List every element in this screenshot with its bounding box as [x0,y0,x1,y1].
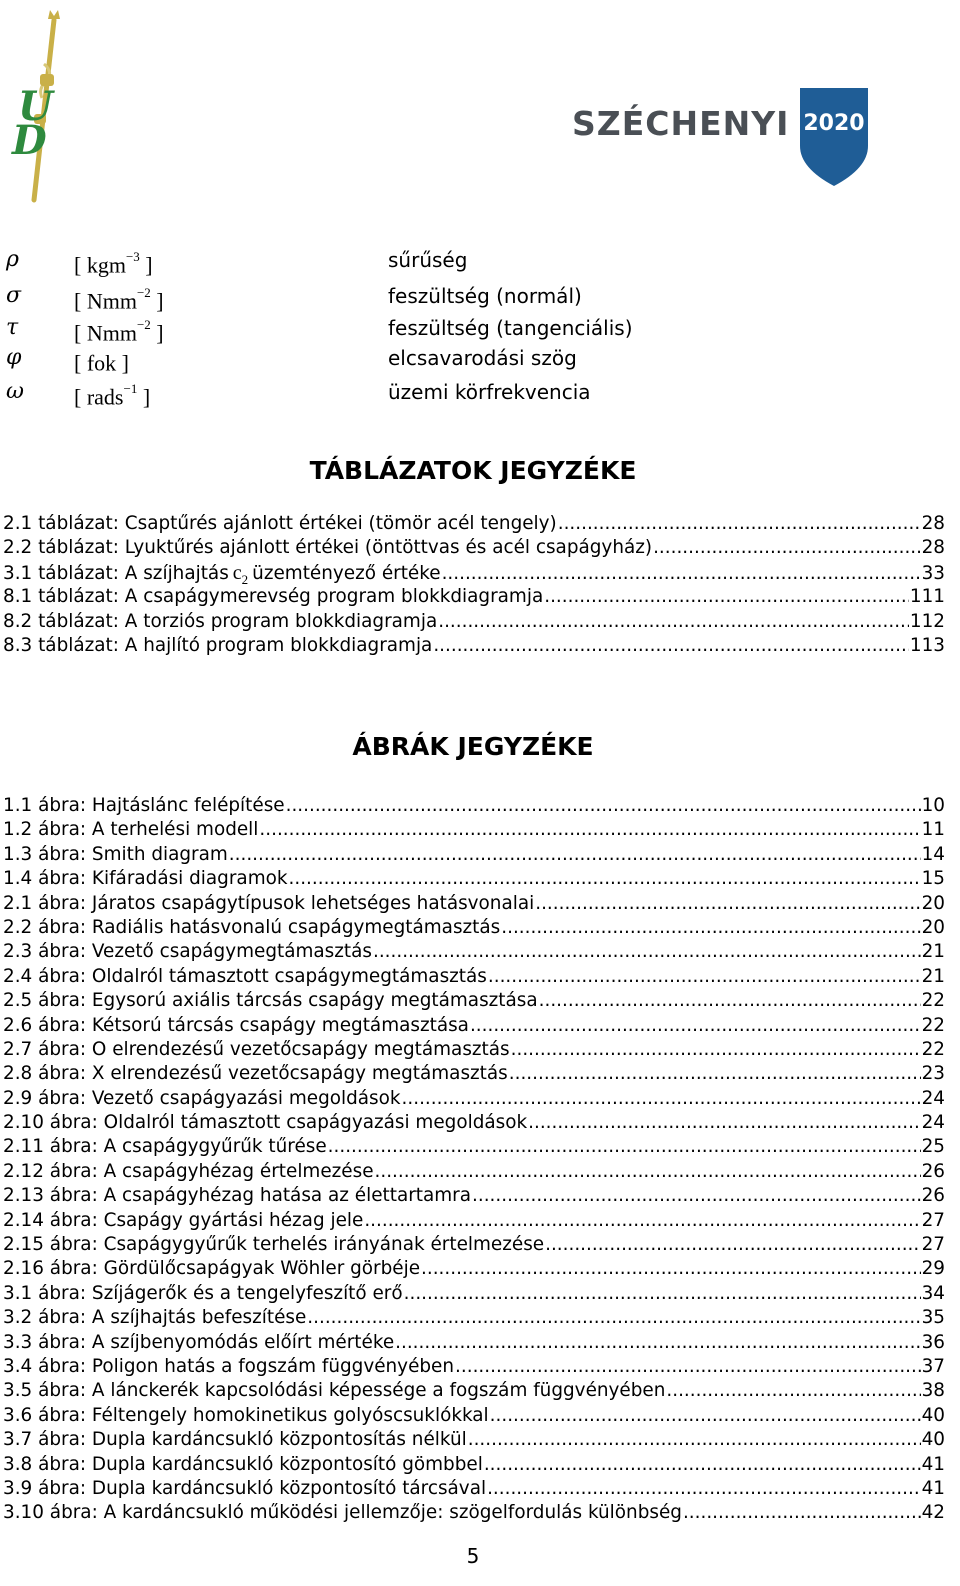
symbol-glyph: ρ [6,247,19,272]
toc-entry[interactable] [3,1062,945,1086]
toc-entry[interactable] [3,1233,945,1257]
toc-dot-leader [307,1306,920,1330]
toc-page-number: 20 [921,916,945,938]
toc-dot-leader [438,610,909,634]
symbol-description: üzemi körfrekvencia [388,380,591,404]
toc-entry-title: 2.9 ábra: Vezető csapágyazási megoldások [3,1087,401,1109]
toc-entry-title: 2.16 ábra: Gördülőcsapágyak Wöhler görbéje [3,1258,421,1280]
toc-page-number: 15 [921,868,945,890]
symbol-unit: [ Nmm$^{-2}$ ] [74,285,164,314]
toc-entry-title: 2.11 ábra: A csapágygyűrűk tűrése [3,1136,327,1158]
toc-page-number: 22 [921,990,945,1012]
toc-page-number: 37 [921,1355,945,1377]
toc-entry[interactable] [3,1404,945,1428]
toc-entry[interactable] [3,1160,945,1184]
toc-entry-title: 3.2 ábra: A szíjhajtás befeszítése [3,1307,307,1329]
toc-entry[interactable] [3,867,945,891]
symbol-glyph: σ [6,283,22,308]
toc-entry-title: 2.3 ábra: Vezető csapágymegtámasztás [3,941,372,963]
toc-entry[interactable] [3,892,945,916]
toc-entry[interactable] [3,916,945,940]
toc-entry[interactable] [3,512,945,536]
toc-entry[interactable] [3,843,945,867]
toc-dot-leader [364,1209,920,1233]
toc-dot-leader [404,1282,921,1306]
toc-dot-leader [395,1331,920,1355]
toc-entry-title: 1.3 ábra: Smith diagram [3,843,228,865]
toc-entry[interactable] [3,1355,945,1379]
symbol-unit: [ rads$^{-1}$ ] [74,381,151,410]
toc-entry-title: 3.10 ábra: A kardáncsukló működési jellemzője: szögelfordulás különbség [3,1502,682,1524]
toc-entry[interactable] [3,610,945,634]
toc-entry-title: 3.7 ábra: Dupla kardáncsukló központosítás nélkül [3,1429,467,1451]
toc-entry-title: 8.2 táblázat: A torziós program blokkdiagramja [3,610,438,632]
toc-entry-title: 2.6 ábra: Kétsorú tárcsás csapágy megtámasztása [3,1014,469,1036]
symbol-row [0,378,960,410]
toc-entry[interactable] [3,1331,945,1355]
szechenyi-logo-text: SZÉCHENYI [572,104,790,143]
toc-dot-leader [487,1477,921,1501]
toc-page-number: 34 [921,1282,945,1304]
toc-page-number: 113 [909,634,945,656]
symbol-row [0,246,960,278]
tables-heading: TÁBLÁZATOK JEGYZÉKE [309,456,637,485]
toc-entry-title: 8.3 táblázat: A hajlító program blokkdiagramja [3,634,433,656]
toc-dot-leader [375,1160,921,1184]
toc-page-number: 10 [921,795,945,816]
toc-entry-title: 2.1 táblázat: Csaptűrés ajánlott értékei (tömör acél tengely) [3,513,557,534]
toc-entry-title: 2.4 ábra: Oldalról támasztott csapágymegtámasztás [3,965,487,987]
szechenyi-badge-icon [796,84,872,188]
toc-dot-leader [328,1135,921,1159]
toc-entry[interactable] [3,989,945,1013]
toc-entry-title: 3.4 ábra: Poligon hatás a fogszám függvényében [3,1355,455,1377]
toc-entry-title: 3.1 ábra: Szíjágerők és a tengelyfeszítő erő [3,1282,403,1304]
toc-entry[interactable] [3,1087,945,1111]
toc-dot-leader [229,843,921,867]
toc-dot-leader [442,562,921,585]
toc-entry[interactable] [3,1014,945,1038]
page-number: 5 [466,1544,480,1568]
symbol-row [0,314,960,346]
symbol-description: sűrűség [388,248,468,272]
toc-page-number: 33 [921,562,945,584]
toc-entry[interactable] [3,1184,945,1208]
toc-page-number: 38 [921,1380,945,1402]
symbol-glyph: τ [6,315,19,340]
toc-entry[interactable] [3,1306,945,1330]
symbol-description: elcsavarodási szög [388,346,577,370]
toc-entry-title: 2.13 ábra: A csapágyhézag hatása az élettartamra [3,1185,472,1207]
toc-dot-leader [501,916,920,940]
toc-entry[interactable] [3,940,945,964]
toc-entry-title: 1.4 ábra: Kifáradási diagramok [3,868,288,890]
toc-dot-leader [490,1404,921,1428]
toc-page-number: 28 [921,537,945,559]
toc-entry-title: 3.6 ábra: Féltengely homokinetikus golyóscsuklókkal [3,1404,489,1426]
toc-dot-leader [509,1062,921,1086]
toc-entry[interactable] [3,794,945,818]
toc-entry[interactable] [3,1257,945,1281]
toc-page-number: 111 [909,586,945,608]
toc-entry-title: 1.2 ábra: A terhelési modell [3,819,259,841]
toc-dot-leader [544,585,909,609]
toc-entry-title: 3.1 táblázat: A szíjhajtás [3,562,229,584]
toc-dot-leader [653,536,921,560]
logo-letter-u: U [18,83,53,130]
toc-entry[interactable] [3,965,945,989]
toc-entry-title: 3.3 ábra: A szíjbenyomódás előírt mértéke [3,1331,395,1353]
toc-page-number: 41 [921,1453,945,1475]
toc-page-number: 26 [921,1160,945,1182]
toc-entry-title: 2.15 ábra: Csapágygyűrűk terhelés irányának értelmezése [3,1234,545,1256]
toc-dot-leader [535,892,920,916]
toc-dot-leader [558,512,921,536]
toc-page-number: 40 [921,1429,945,1451]
toc-entry-title: 2.10 ábra: Oldalról támasztott csapágyazási megoldások [3,1112,528,1134]
toc-dot-leader [666,1379,920,1403]
toc-entry-title: 3.9 ábra: Dupla kardáncsukló központosító tárcsával [3,1477,487,1499]
symbol-unit: [ kgm$^{-3}$ ] [74,249,153,278]
toc-page-number: 22 [921,1038,945,1060]
toc-entry-title: 2.12 ábra: A csapágyhézag értelmezése [3,1160,374,1182]
symbol-row [0,282,960,314]
toc-page-number: 27 [921,1234,945,1256]
symbol-glyph: ω [6,379,24,404]
tables-list [3,512,945,658]
toc-dot-leader [488,965,921,989]
toc-page-number: 21 [921,941,945,963]
symbol-glyph: φ [6,345,22,370]
toc-dot-leader [472,1184,921,1208]
toc-dot-leader [421,1257,921,1281]
toc-page-number: 11 [921,819,945,841]
toc-page-number: 40 [921,1404,945,1426]
toc-entry[interactable] [3,1453,945,1477]
toc-entry[interactable] [3,1111,945,1135]
math-symbol-c2: $c_2$ [232,561,249,586]
toc-dot-leader [468,1428,921,1452]
toc-entry[interactable] [3,1135,945,1159]
toc-dot-leader [484,1453,921,1477]
toc-page-number: 20 [921,892,945,914]
toc-entry-title: 2.7 ábra: O elrendezésű vezetőcsapágy megtámasztás [3,1038,510,1060]
symbol-unit: [ Nmm$^{-2}$ ] [74,317,164,346]
toc-entry[interactable] [3,1282,945,1306]
toc-page-number: 29 [921,1258,945,1280]
toc-page-number: 22 [921,1014,945,1036]
figures-heading: ÁBRÁK JEGYZÉKE [352,732,594,761]
toc-entry[interactable] [3,1501,945,1525]
toc-entry[interactable] [3,1477,945,1501]
toc-entry-title: 2.8 ábra: X elrendezésű vezetőcsapágy megtámasztás [3,1063,508,1085]
toc-entry[interactable] [3,1379,945,1403]
toc-page-number: 112 [909,610,945,632]
toc-page-number: 28 [921,513,945,534]
symbol-description: feszültség (normál) [388,284,582,308]
toc-page-number: 24 [921,1112,945,1134]
toc-dot-leader [259,818,920,842]
toc-page-number: 25 [921,1136,945,1158]
toc-entry[interactable] [3,634,945,658]
toc-page-number: 21 [921,965,945,987]
toc-entry-title: 2.2 táblázat: Lyuktűrés ajánlott értékei (öntöttvas és acél csapágyház) [3,537,653,559]
toc-entry-title-tail: üzemtényező értéke [252,562,441,584]
toc-entry-title: 2.1 ábra: Járatos csapágytípusok lehetséges hatásvonalai [3,892,535,914]
szechenyi-2020-logo [572,84,872,194]
figures-list [3,794,945,1526]
toc-page-number: 36 [921,1331,945,1353]
toc-page-number: 41 [921,1477,945,1499]
toc-dot-leader [511,1038,921,1062]
symbol-row [0,344,960,376]
toc-dot-leader [470,1014,921,1038]
logo-letter-d: D [12,117,47,164]
toc-entry[interactable] [3,1209,945,1233]
toc-dot-leader [433,634,909,658]
toc-entry-title: 1.1 ábra: Hajtáslánc felépítése [3,795,285,816]
toc-page-number: 42 [921,1502,945,1524]
logo-year-text: 2020 [803,111,865,136]
symbol-description: feszültség (tangenciális) [388,316,633,340]
toc-entry[interactable] [3,818,945,842]
toc-entry-title: 2.14 ábra: Csapágy gyártási hézag jele [3,1209,364,1231]
toc-page-number: 24 [921,1087,945,1109]
toc-entry-title: 3.8 ábra: Dupla kardáncsukló központosító gömbbel [3,1453,483,1475]
toc-dot-leader [455,1355,921,1379]
toc-dot-leader [683,1501,921,1525]
toc-dot-leader [539,989,921,1013]
toc-entry[interactable] [3,1038,945,1062]
toc-entry[interactable] [3,585,945,609]
toc-dot-leader [402,1087,921,1111]
symbol-unit: [ fok ] [74,350,129,376]
toc-page-number: 14 [921,843,945,865]
toc-dot-leader [528,1111,920,1135]
toc-entry-title: 2.2 ábra: Radiális hatásvonalú csapágymegtámasztás [3,916,501,938]
toc-page-number: 26 [921,1185,945,1207]
university-crest-logo [4,4,74,204]
toc-dot-leader [289,867,921,891]
toc-dot-leader [373,940,921,964]
toc-entry-title: 8.1 táblázat: A csapágymerevség program blokkdiagramja [3,586,544,608]
toc-dot-leader [545,1233,921,1257]
toc-entry[interactable] [3,536,945,560]
toc-page-number: 35 [921,1307,945,1329]
toc-dot-leader [286,794,921,818]
toc-entry[interactable] [3,1428,945,1452]
toc-page-number: 23 [921,1063,945,1085]
toc-entry[interactable] [3,561,945,585]
toc-entry-title: 3.5 ábra: A lánckerék kapcsolódási képessége a fogszám függvényében [3,1380,666,1402]
toc-page-number: 27 [921,1209,945,1231]
toc-entry-title: 2.5 ábra: Egysorú axiális tárcsás csapágy megtámasztása [3,990,538,1012]
